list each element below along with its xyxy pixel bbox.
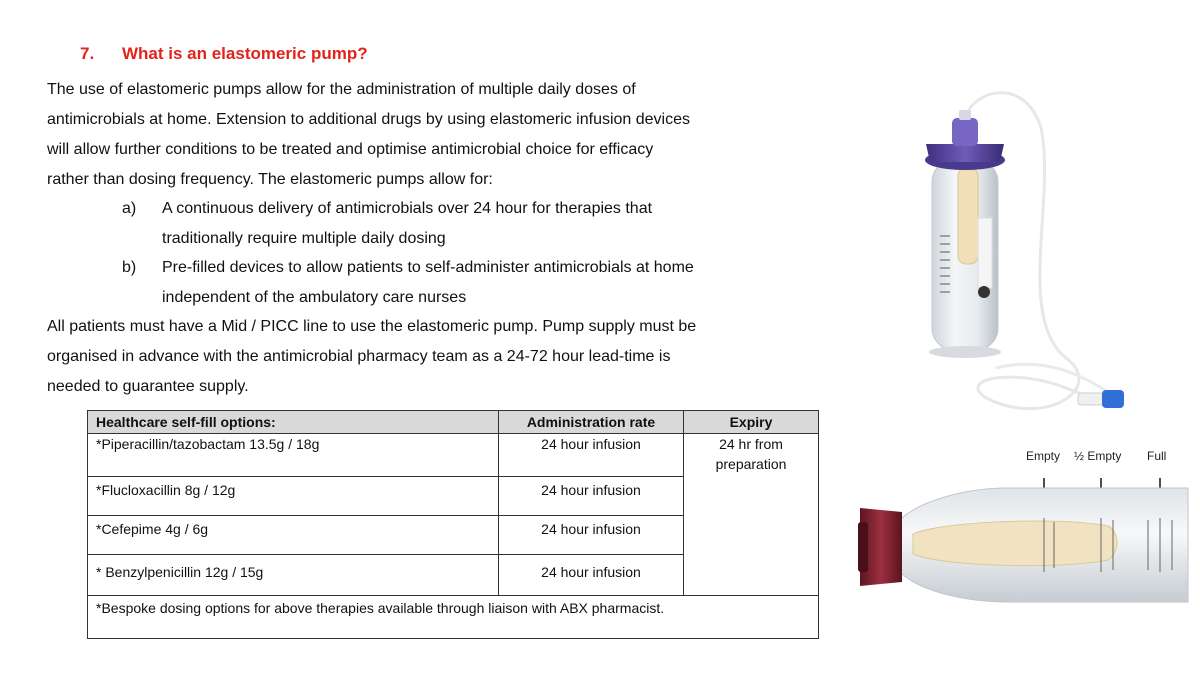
scale-label-empty: Empty <box>1026 449 1061 463</box>
list-item-line: A continuous delivery of antimicrobials over 24 hour for therapies that <box>162 200 653 217</box>
intro-line: rather than dosing frequency. The elastomeric pumps allow for: <box>47 171 493 188</box>
list-item-line: traditionally require multiple daily dosing <box>162 230 446 247</box>
column-header: Expiry <box>684 411 819 434</box>
rate-cell: 24 hour infusion <box>499 477 684 516</box>
intro-line: antimicrobials at home. Extension to additional drugs by using elastomeric infusion devices <box>47 111 691 128</box>
fill-level-photo <box>858 442 1200 632</box>
section-title: What is an elastomeric pump? <box>122 44 368 63</box>
intro-line: will allow further conditions to be treated and optimise antimicrobial choice for efficacy <box>47 141 654 158</box>
list-item-text <box>162 253 694 313</box>
list-item-label: b) <box>122 259 137 276</box>
table-row <box>88 434 819 477</box>
section-heading <box>80 44 368 64</box>
intro-line: The use of elastomeric pumps allow for the administration of multiple daily doses of <box>47 81 636 98</box>
table-footnote-row <box>88 596 819 639</box>
self-fill-options-table <box>87 410 819 639</box>
column-header: Healthcare self-fill options: <box>88 411 499 434</box>
drug-cell: *Piperacillin/tazobactam 13.5g / 18g <box>88 434 499 477</box>
expiry-line: preparation <box>715 456 787 472</box>
scale-label-half: ½ Empty <box>1074 449 1122 463</box>
list-item-text <box>162 194 652 254</box>
rate-cell: 24 hour infusion <box>499 516 684 555</box>
column-header: Administration rate <box>499 411 684 434</box>
requirements-line: All patients must have a Mid / PICC line to use the elastomeric pump. Pump supply must be <box>47 318 697 335</box>
requirements-line: needed to guarantee supply. <box>47 378 249 395</box>
section-number: 7. <box>80 44 95 63</box>
expiry-cell <box>684 434 819 596</box>
rate-cell: 24 hour infusion <box>499 434 684 477</box>
rate-cell: 24 hour infusion <box>499 555 684 596</box>
drug-cell: *Cefepime 4g / 6g <box>88 516 499 555</box>
drug-cell: *Flucloxacillin 8g / 12g <box>88 477 499 516</box>
list-item-line: Pre-filled devices to allow patients to self-administer antimicrobials at home <box>162 259 694 276</box>
list-item-label: a) <box>122 200 137 217</box>
fill-level-illustration <box>858 442 1200 632</box>
scale-label-full: Full <box>1147 449 1167 463</box>
table-footnote: *Bespoke dosing options for above therapies available through liaison with ABX pharmacist. <box>88 596 819 639</box>
intro-paragraph <box>47 75 690 195</box>
requirements-line: organised in advance with the antimicrobial pharmacy team as a 24-72 hour lead-time is <box>47 348 671 365</box>
requirements-paragraph <box>47 312 696 402</box>
elastomeric-pump-photo <box>866 68 1200 440</box>
drug-cell: * Benzylpenicillin 12g / 15g <box>88 555 499 596</box>
expiry-line: 24 hr from <box>719 436 783 452</box>
pump-illustration <box>866 68 1200 440</box>
table-header-row <box>88 411 819 434</box>
list-item-line: independent of the ambulatory care nurses <box>162 289 467 306</box>
